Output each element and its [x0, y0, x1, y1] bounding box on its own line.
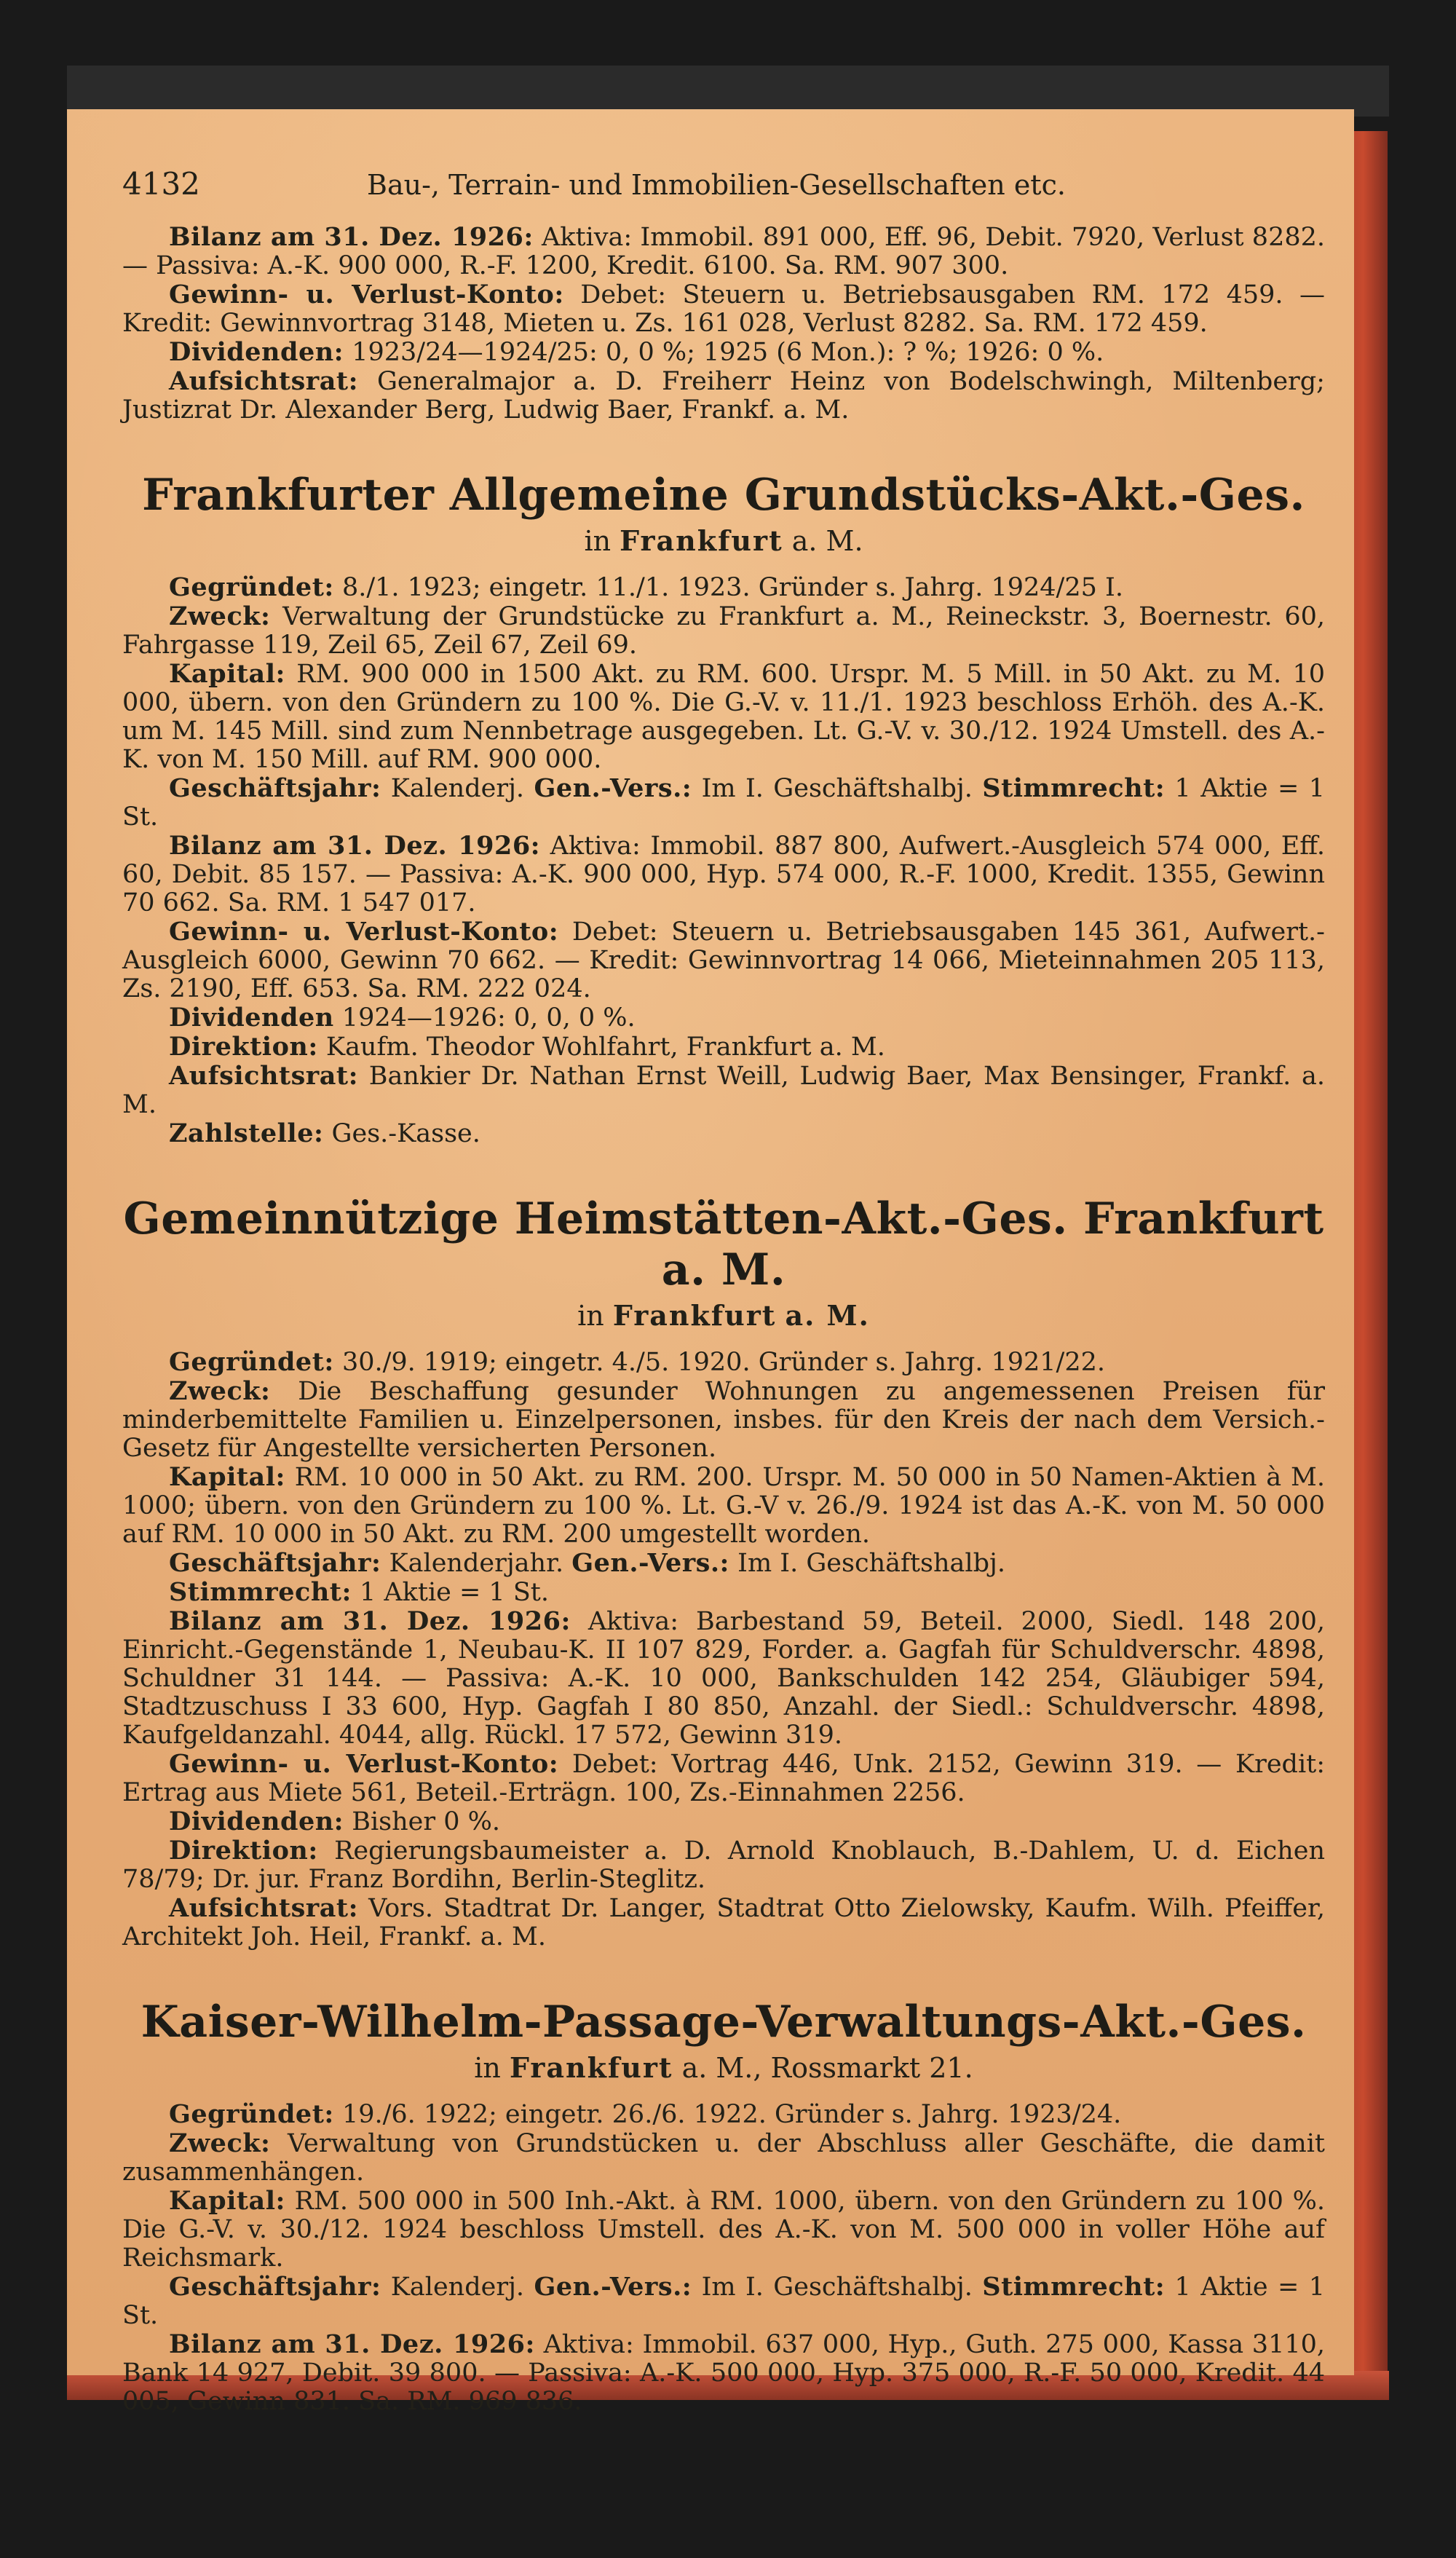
entry-gegruendet: Gegründet: 19./6. 1922; eingetr. 26./6. 1922. Gründer s. Jahrg. 1923/24.	[169, 2099, 1122, 2129]
entry-direktion: Direktion: Kaufm. Theodor Wohlfahrt, Frankfurt a. M.	[169, 1032, 885, 1062]
entry-aufsichtsrat: Aufsichtsrat: Generalmajor a. D. Freiherr Heinz von Bodelschwingh, Miltenberg; Justizrat Dr. Alexander Berg, Ludwig Baer, Frankf. a. M.	[122, 366, 1325, 425]
entry-geschaeftsjahr: Geschäftsjahr: Kalenderjahr. Gen.-Vers.: Im I. Geschäftshalbj.	[169, 1548, 1005, 1578]
entry-aufsichtsrat: Aufsichtsrat: Bankier Dr. Nathan Ernst Weill, Ludwig Baer, Max Bensinger, Frankf. a. M.	[122, 1061, 1325, 1119]
company-name: Kaiser-Wilhelm-Passage-Verwaltungs-Akt.-Ges.	[141, 1997, 1307, 2048]
company-name: Frankfurter Allgemeine Grundstücks-Akt.-Ges.	[142, 470, 1305, 521]
entry-guv: Gewinn- u. Verlust-Konto: Debet: Vortrag 446, Unk. 2152, Gewinn 319. — Kredit: Ertrag aus Miete 561, Beteil.-Erträgn. 100, Zs.-Einnahmen 2256.	[122, 1749, 1325, 1807]
entry-kapital: Kapital: RM. 900 000 in 1500 Akt. zu RM. 600. Urspr. M. 5 Mill. in 50 Akt. zu M. 10 000, übern. von den Gründern zu 100 %. Die G.-V. v. 11./1. 1923 beschloss Erhöh. des A.-K. um M. 145 Mill. sind zum Nennbetrage ausgegeben. Lt. G.-V. v. 30./12. 1924 Umstell. des A.-K. von M. 150 Mill. auf RM. 900 000.	[122, 659, 1325, 774]
entry-direktion: Direktion: Regierungsbaumeister a. D. Arnold Knoblauch, B.-Dahlem, U. d. Eichen 78/79; Dr. jur. Franz Bordihn, Berlin-Steglitz.	[122, 1836, 1325, 1894]
entry-gegruendet: Gegründet: 8./1. 1923; eingetr. 11./1. 1923. Gründer s. Jahrg. 1924/25 I.	[169, 572, 1123, 602]
company-location: in Frankfurt a. M.	[584, 524, 863, 557]
entry-geschaeftsjahr: Geschäftsjahr: Kalenderj. Gen.-Vers.: Im I. Geschäftshalbj. Stimmrecht: 1 Aktie = 1 St.	[122, 2272, 1325, 2330]
running-head	[122, 166, 1325, 213]
company-location: in Frankfurt a. M.	[577, 1299, 870, 1332]
entry-zweck: Zweck: Verwaltung der Grundstücke zu Frankfurt a. M., Reineckstr. 3, Boernestr. 60, Fahrgasse 119, Zeil 65, Zeil 67, Zeil 69.	[122, 601, 1325, 660]
entry-geschaeftsjahr: Geschäftsjahr: Kalenderj. Gen.-Vers.: Im I. Geschäftshalbj. Stimmrecht: 1 Aktie = 1 St.	[122, 773, 1325, 832]
entry-dividenden: Dividenden: Bisher 0 %.	[169, 1807, 500, 1836]
entry-zahlstelle: Zahlstelle: Ges.-Kasse.	[169, 1118, 480, 1148]
entry-gegruendet: Gegründet: 30./9. 1919; eingetr. 4./5. 1920. Gründer s. Jahrg. 1921/22.	[169, 1347, 1106, 1377]
company-section	[122, 1997, 1325, 2416]
page-number: 4132	[122, 166, 200, 202]
entry-bilanz: Bilanz am 31. Dez. 1926: Aktiva: Immobil. 637 000, Hyp., Guth. 275 000, Kassa 3110, Bank 14 927, Debit. 39 800. — Passiva: A.-K. 500 000, Hyp. 375 000, R.-F. 50 000, Kredit. 44 005, Gewinn 831. Sa. RM. 969 836.	[122, 2329, 1325, 2416]
book-page	[67, 109, 1354, 2416]
section-title: Bau-, Terrain- und Immobilien-Gesellschaften etc.	[367, 169, 1066, 201]
entry-zweck: Zweck: Die Beschaffung gesunder Wohnungen zu angemessenen Preisen für minderbemittelte Familien u. Einzelpersonen, insbes. für den Kreis der nach dem Versich.-Gesetz für Angestellte versicherten Personen.	[122, 1376, 1325, 1463]
entry-kapital: Kapital: RM. 10 000 in 50 Akt. zu RM. 200. Urspr. M. 50 000 in 50 Namen-Aktien à M. 1000; übern. von den Gründern zu 100 %. Lt. G.-V v. 26./9. 1924 ist das A.-K. von M. 50 000 auf RM. 10 000 in 50 Akt. zu RM. 200 umgestellt worden.	[122, 1462, 1325, 1549]
entry-zweck: Zweck: Verwaltung von Grundstücken u. der Abschluss aller Geschäfte, die damit zusammenhängen.	[122, 2128, 1325, 2187]
company-location: in Frankfurt a. M., Rossmarkt 21.	[474, 2051, 973, 2084]
company-name: Gemeinnützige Heimstätten-Akt.-Ges. Frankfurt a. M.	[123, 1193, 1324, 1295]
entry-stimmrecht: Stimmrecht: 1 Aktie = 1 St.	[169, 1577, 549, 1607]
entry-dividenden: Dividenden 1924—1926: 0, 0, 0 %.	[169, 1003, 636, 1033]
entry-kapital: Kapital: RM. 500 000 in 500 Inh.-Akt. à RM. 1000, übern. von den Gründern zu 100 %. Die G.-V. v. 30./12. 1924 beschloss Umstell. des A.-K. von M. 500 000 in voller Höhe auf Reichsmark.	[122, 2186, 1325, 2273]
continued-entry	[122, 223, 1325, 425]
entry-bilanz: Bilanz am 31. Dez. 1926: Aktiva: Immobil. 887 800, Aufwert.-Ausgleich 574 000, Eff. 60, Debit. 85 157. — Passiva: A.-K. 900 000, Hyp. 574 000, R.-F. 1000, Kredit. 1355, Gewinn 70 662. Sa. RM. 1 547 017.	[122, 831, 1326, 917]
company-section	[122, 1193, 1325, 1951]
entry-guv: Gewinn- u. Verlust-Konto: Debet: Steuern u. Betriebsausgaben 145 361, Aufwert.-Ausgleich 6000, Gewinn 70 662. — Kredit: Gewinnvortrag 14 066, Mieteinnahmen 205 113, Zs. 2190, Eff. 653. Sa. RM. 222 024.	[122, 917, 1325, 1003]
entry-guv: Gewinn- u. Verlust-Konto: Debet: Steuern u. Betriebsausgaben RM. 172 459. — Kredit: Gewinnvortrag 3148, Mieten u. Zs. 161 028, Verlust 8282. Sa. RM. 172 459.	[122, 280, 1325, 338]
company-section	[122, 470, 1325, 1148]
entry-bilanz: Bilanz am 31. Dez. 1926: Aktiva: Immobil. 891 000, Eff. 96, Debit. 7920, Verlust 8282. — Passiva: A.-K. 900 000, R.-F. 1200, Kredit. 6100. Sa. RM. 907 300.	[122, 222, 1325, 280]
entry-dividenden: Dividenden: 1923/24—1924/25: 0, 0 %; 1925 (6 Mon.): ? %; 1926: 0 %.	[169, 337, 1104, 367]
entry-aufsichtsrat: Aufsichtsrat: Vors. Stadtrat Dr. Langer, Stadtrat Otto Zielowsky, Kaufm. Wilh. Pfeiffer, Architekt Joh. Heil, Frankf. a. M.	[122, 1893, 1325, 1951]
entry-bilanz: Bilanz am 31. Dez. 1926: Aktiva: Barbestand 59, Beteil. 2000, Siedl. 148 200, Einricht.-Gegenstände 1, Neubau-K. II 107 829, Forder. a. Gagfah für Schuldverschr. 4898, Schuldner 31 144. — Passiva: A.-K. 10 000, Bankschulden 142 254, Gläubiger 594, Stadtzuschuss I 33 600, Hyp. Gagfah I 80 850, Anzahl. der Siedl.: Schuldverschr. 4898, Kaufgeldanzahl. 4044, allg. Rückl. 17 572, Gewinn 319.	[122, 1606, 1325, 1750]
